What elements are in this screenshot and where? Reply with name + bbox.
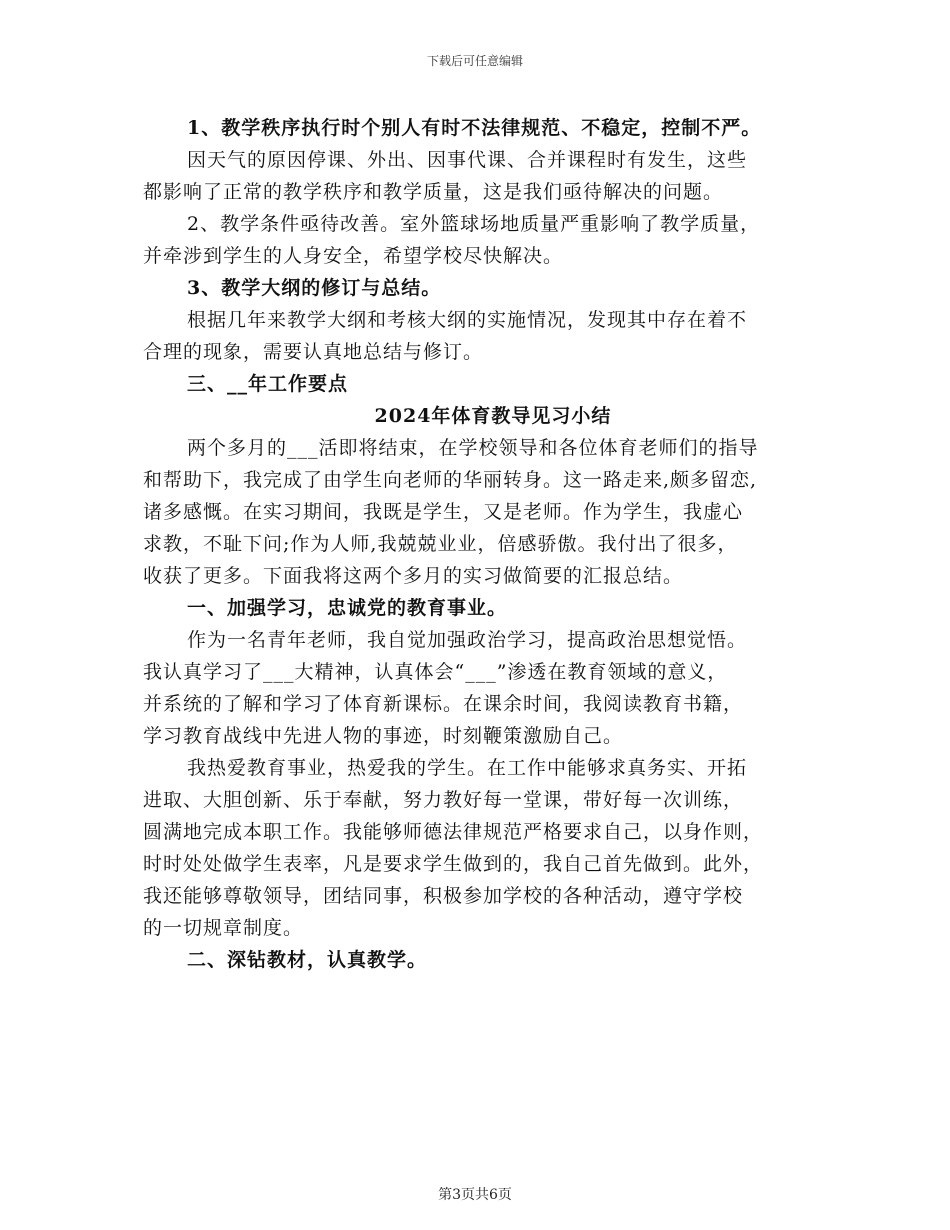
text-line: 并系统的了解和学习了体育新课标。在课余时间，我阅读教育书籍， bbox=[143, 693, 744, 715]
text-line: 并牵涉到学生的人身安全，希望学校尽快解决。 bbox=[143, 245, 564, 267]
page-number: 第3页共6页 bbox=[438, 1187, 512, 1203]
text-line: 时时处处做学生表率，凡是要求学生做到的，我自己首先做到。此外， bbox=[143, 853, 764, 875]
text-line: 诸多感慨。在实习期间，我既是学生，又是老师。作为学生，我虚心 bbox=[143, 501, 744, 523]
text-line: 求教，不耻下问;作为人师,我兢兢业业，倍感骄傲。我付出了很多， bbox=[143, 533, 738, 555]
document-title: 2024年体育教导见习小结 bbox=[374, 405, 612, 427]
text-line: 合理的现象，需要认真地总结与修订。 bbox=[143, 341, 484, 363]
text-line: 圆满地完成本职工作。我能够师德法律规范严格要求自己，以身作则， bbox=[143, 821, 764, 843]
text-line: 2、教学条件亟待改善。室外篮球场地质量严重影响了教学质量， bbox=[187, 213, 761, 235]
section-heading: 二、深钻教材，认真教学。 bbox=[187, 949, 428, 971]
text-line: 1、教学秩序执行时个别人有时不法律规范、不稳定，控制不严。 bbox=[187, 117, 762, 139]
text-line: 都影响了正常的教学秩序和教学质量，这是我们亟待解决的问题。 bbox=[143, 181, 724, 203]
section-heading: 一、加强学习，忠诚党的教育事业。 bbox=[187, 597, 508, 619]
text-line: 进取、大胆创新、乐于奉献，努力教好每一堂课，带好每一次训练， bbox=[143, 789, 744, 811]
text-line: 和帮助下，我完成了由学生向老师的华丽转身。这一路走来,颇多留恋, bbox=[143, 469, 758, 491]
text-line: 两个多月的___活即将结束，在学校领导和各位体育老师们的指导 bbox=[187, 437, 759, 459]
text-line: 收获了更多。下面我将这两个多月的实习做简要的汇报总结。 bbox=[143, 565, 684, 587]
document-body bbox=[143, 112, 803, 976]
section-heading: 三、__年工作要点 bbox=[187, 373, 349, 395]
text-line: 3、教学大纲的修订与总结。 bbox=[187, 277, 442, 299]
text-line: 我还能够尊敬领导，团结同事，积极参加学校的各种活动，遵守学校 bbox=[143, 885, 744, 907]
page-header: 下载后可任意编辑 bbox=[426, 54, 523, 68]
text-line: 的一切规章制度。 bbox=[143, 917, 304, 939]
text-line: 我认真学习了___大精神，认真体会“___”渗透在教育领域的意义， bbox=[143, 661, 728, 683]
text-line: 我热爱教育事业，热爱我的学生。在工作中能够求真务实、开拓 bbox=[187, 757, 748, 779]
text-line: 因天气的原因停课、外出、因事代课、合并课程时有发生，这些 bbox=[187, 149, 748, 171]
text-line: 学习教育战线中先进人物的事迹，时刻鞭策激励自己。 bbox=[143, 725, 624, 747]
text-line: 根据几年来教学大纲和考核大纲的实施情况，发现其中存在着不 bbox=[187, 309, 748, 331]
text-line: 作为一名青年老师，我自觉加强政治学习，提高政治思想觉悟。 bbox=[187, 629, 748, 651]
